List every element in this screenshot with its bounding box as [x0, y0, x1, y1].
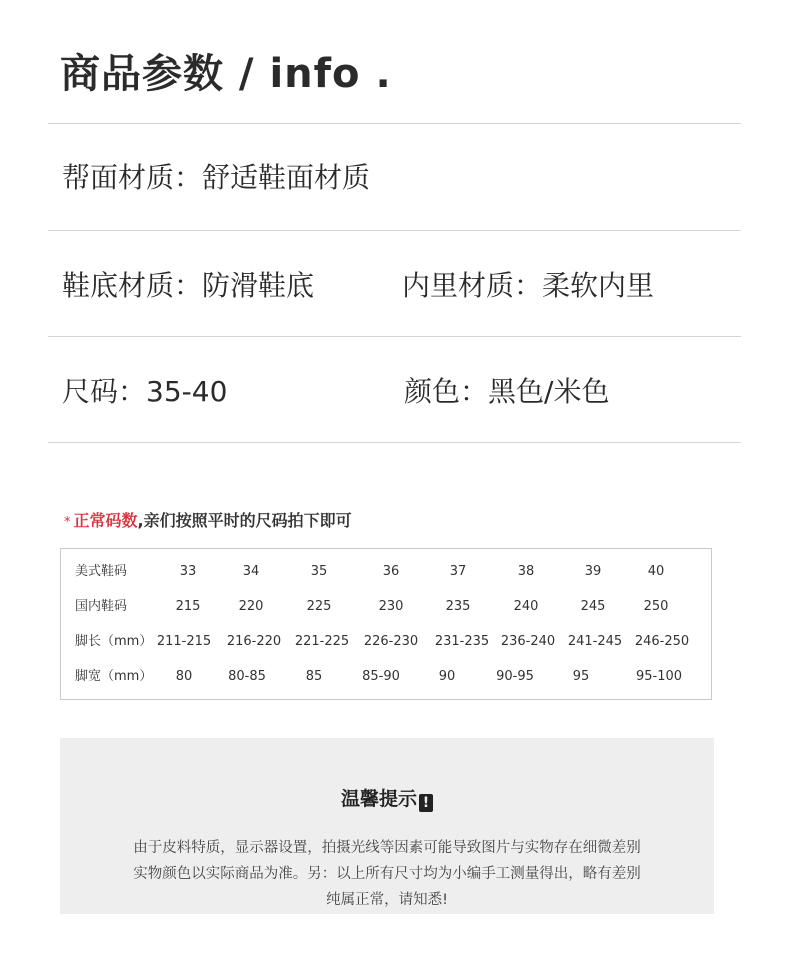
param-label: 鞋底材质：	[62, 269, 203, 302]
table-cell: 90-95	[496, 669, 534, 684]
param-value: 舒适鞋面材质	[202, 161, 371, 194]
size-row-cn	[61, 597, 711, 617]
asterisk-icon: *	[64, 515, 71, 530]
size-note-emphasis: 正常码数	[73, 511, 138, 530]
param-label: 内里材质：	[402, 269, 543, 302]
param-value: 防滑鞋底	[202, 269, 315, 302]
table-cell: 221-225	[294, 634, 350, 649]
table-cell: 216-220	[226, 634, 282, 649]
row-header: 国内鞋码	[75, 599, 128, 614]
table-cell: 220	[238, 599, 264, 614]
param-label: 颜色：	[404, 375, 489, 408]
param-lining-material	[402, 264, 654, 304]
table-cell: 33	[179, 564, 197, 579]
param-label: 帮面材质：	[62, 161, 203, 194]
table-cell: 40	[647, 564, 665, 579]
table-cell: 235	[445, 599, 471, 614]
table-cell: 34	[242, 564, 260, 579]
tip-title	[60, 784, 714, 812]
table-cell: 80-85	[228, 669, 266, 684]
row-header: 美式鞋码	[75, 564, 128, 579]
param-sole-material	[62, 264, 314, 304]
size-row-foot-width	[61, 667, 711, 687]
table-cell: 231-235	[434, 634, 490, 649]
tip-line: 由于皮料特质，显示器设置，拍摄光线等因素可能导致图片与实物存在细微差别	[133, 840, 641, 856]
page-title: 商品参数 / info .	[60, 51, 392, 97]
param-size	[62, 370, 227, 410]
divider	[48, 123, 741, 124]
table-cell: 37	[449, 564, 467, 579]
table-cell: 230	[378, 599, 404, 614]
param-value: 柔软内里	[542, 269, 655, 302]
table-cell: 35	[310, 564, 328, 579]
table-cell: 85	[305, 669, 323, 684]
tip-line: 实物颜色以实际商品为准。另：以上所有尺寸均为小编手工测量得出，略有差别	[133, 866, 641, 882]
param-color	[404, 370, 609, 410]
table-cell: 38	[517, 564, 535, 579]
size-chart-table	[60, 548, 712, 700]
divider	[48, 230, 741, 231]
table-cell: 95-100	[635, 669, 683, 684]
param-label: 尺码：	[62, 375, 147, 408]
table-cell: 245	[580, 599, 606, 614]
size-note-text: ,亲们按照平时的尺码拍下即可	[137, 511, 352, 530]
divider	[48, 336, 741, 337]
tip-box	[60, 738, 714, 914]
table-cell: 225	[306, 599, 332, 614]
table-cell: 241-245	[567, 634, 623, 649]
size-row-foot-length	[61, 632, 711, 652]
table-cell: 80	[175, 669, 193, 684]
table-cell: 39	[584, 564, 602, 579]
tip-title-text: 温馨提示	[340, 788, 417, 810]
table-cell: 85-90	[362, 669, 400, 684]
exclamation-icon: !	[419, 794, 433, 812]
table-cell: 250	[643, 599, 669, 614]
divider	[48, 442, 741, 443]
tip-line: 纯属正常，请知悉!	[326, 892, 448, 908]
row-header: 脚长（mm）	[75, 634, 153, 649]
table-cell: 240	[513, 599, 539, 614]
table-cell: 226-230	[363, 634, 419, 649]
param-upper-material	[62, 156, 370, 196]
table-cell: 90	[438, 669, 456, 684]
param-value: 黑色/米色	[488, 375, 610, 408]
table-cell: 211-215	[156, 634, 212, 649]
table-cell: 95	[572, 669, 590, 684]
table-cell: 36	[382, 564, 400, 579]
table-cell: 215	[175, 599, 201, 614]
size-note	[64, 508, 352, 531]
table-cell: 246-250	[634, 634, 690, 649]
row-header: 脚宽（mm）	[75, 669, 153, 684]
table-cell: 236-240	[500, 634, 556, 649]
param-value: 35-40	[146, 375, 228, 408]
size-row-us	[61, 562, 711, 582]
